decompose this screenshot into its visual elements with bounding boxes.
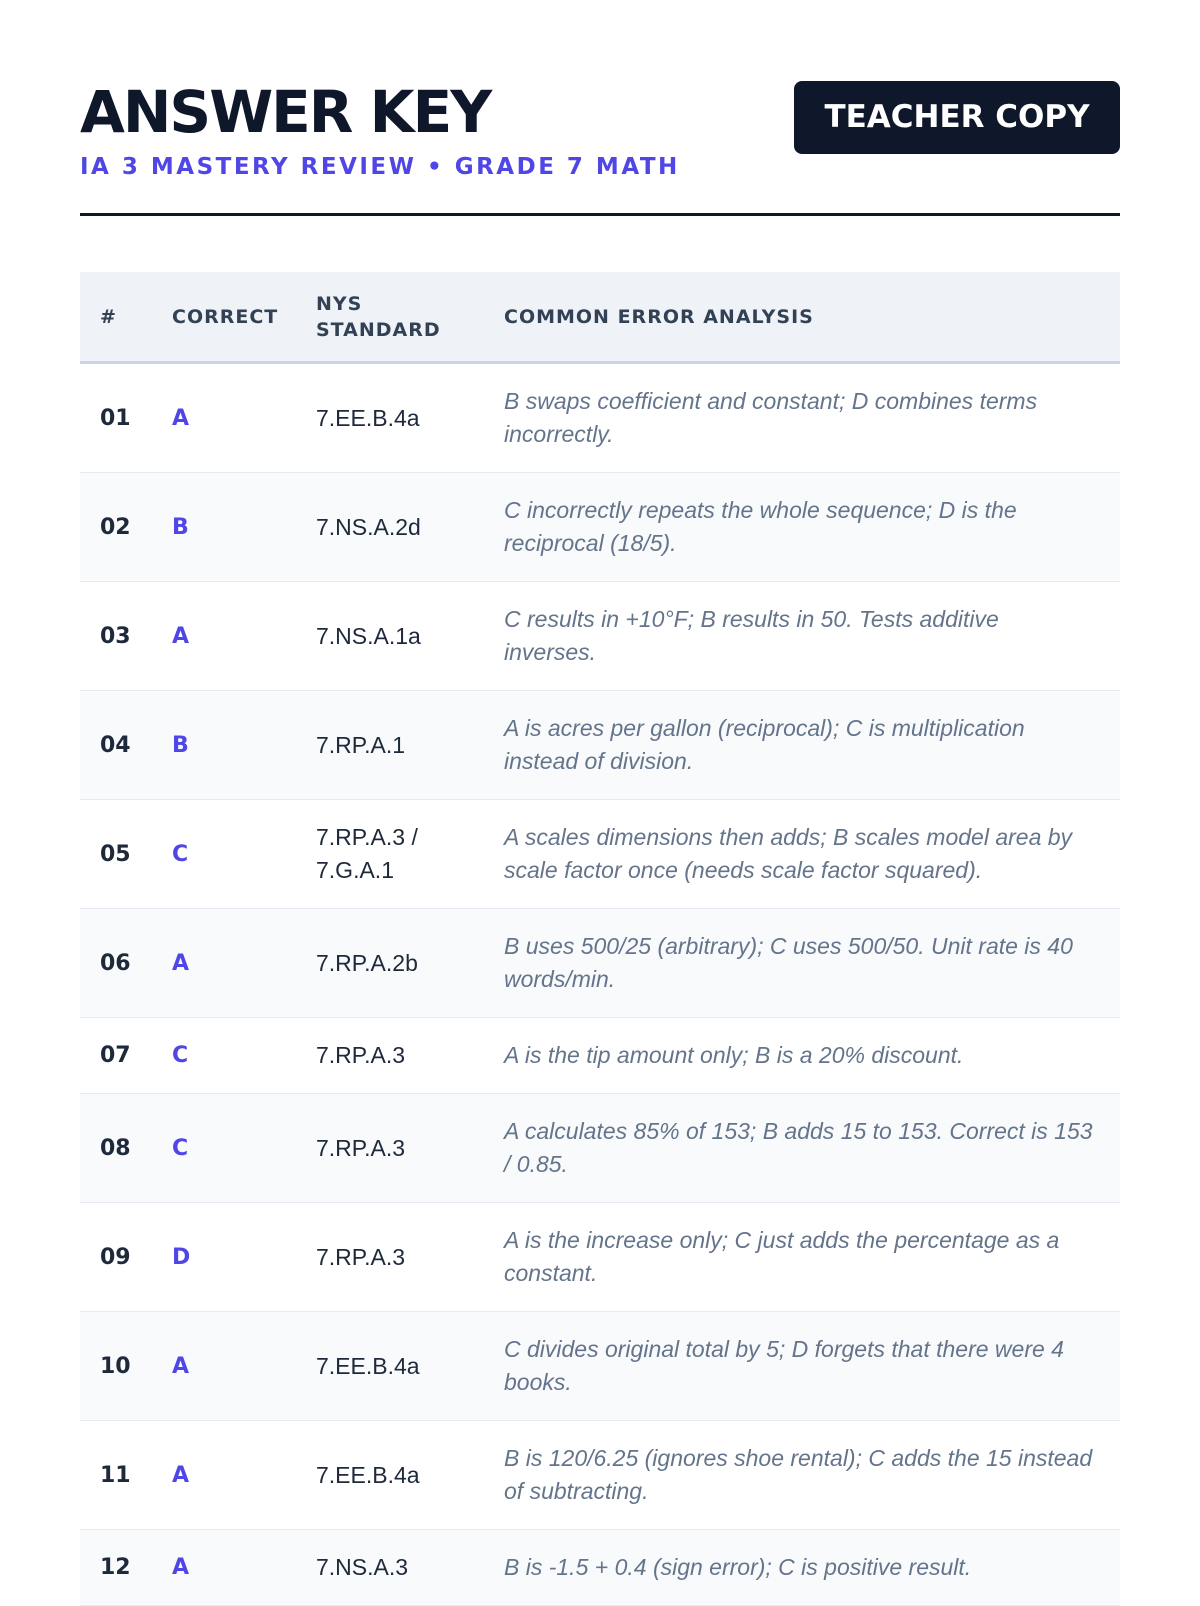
table-row: [80, 582, 1120, 691]
nys-standard: 7.NS.A.1a: [316, 622, 421, 649]
correct-answer: A: [172, 1462, 190, 1488]
question-number: 11: [100, 1462, 131, 1488]
question-number: 02: [100, 514, 131, 540]
nys-standard: 7.EE.B.4a: [316, 1461, 420, 1488]
error-analysis: A calculates 85% of 153; B adds 15 to 153. Correct is 153 / 0.85.: [504, 1118, 1093, 1177]
correct-answer: A: [172, 950, 190, 976]
question-number: 07: [100, 1043, 131, 1068]
error-analysis: A is the tip amount only; B is a 20% discount.: [504, 1042, 964, 1068]
page-header: [80, 78, 1120, 216]
error-analysis: B is -1.5 + 0.4 (sign error); C is positive result.: [504, 1554, 972, 1580]
table-row: [80, 691, 1120, 800]
error-analysis: A is the increase only; C just adds the percentage as a constant.: [504, 1227, 1060, 1286]
correct-answer: A: [172, 1353, 190, 1379]
question-number: 09: [100, 1244, 131, 1270]
nys-standard: 7.NS.A.2d: [316, 513, 421, 540]
column-header-analysis: COMMON ERROR ANALYSIS: [504, 305, 814, 328]
error-analysis: C incorrectly repeats the whole sequence; D is the reciprocal (18/5).: [504, 497, 1017, 556]
error-analysis: B swaps coefficient and constant; D combines terms incorrectly.: [504, 388, 1038, 447]
correct-answer: C: [172, 1135, 189, 1161]
table-header-row: [80, 272, 1120, 364]
question-number: 03: [100, 623, 131, 649]
column-header-standard-line2: STANDARD: [316, 318, 441, 341]
error-analysis: C divides original total by 5; D forgets that there were 4 books.: [504, 1336, 1064, 1395]
nys-standard: 7.EE.B.4a: [316, 1352, 420, 1379]
correct-answer: D: [172, 1244, 191, 1270]
table-row: [80, 909, 1120, 1018]
column-header-standard: [296, 291, 484, 343]
nys-standard: 7.NS.A.3: [316, 1554, 409, 1580]
error-analysis: B is 120/6.25 (ignores shoe rental); C adds the 15 instead of subtracting.: [504, 1445, 1093, 1504]
correct-answer: A: [172, 623, 190, 649]
nys-standard: 7.RP.A.3: [316, 1134, 406, 1161]
correct-answer: A: [172, 405, 190, 431]
table-row: [80, 473, 1120, 582]
table-row: [80, 1530, 1120, 1606]
question-number: 04: [100, 732, 131, 758]
table-row: [80, 800, 1120, 909]
error-analysis: B uses 500/25 (arbitrary); C uses 500/50. Unit rate is 40 words/min.: [504, 933, 1073, 992]
page-title: ANSWER KEY: [80, 78, 491, 146]
answer-key-table: [80, 272, 1120, 1606]
nys-standard: 7.RP.A.3: [316, 1243, 406, 1270]
nys-standard: 7.EE.B.4a: [316, 404, 420, 431]
error-analysis: A is acres per gallon (reciprocal); C is multiplication instead of division.: [504, 715, 1025, 774]
nys-standard: 7.RP.A.2b: [316, 949, 418, 976]
table-row: [80, 1312, 1120, 1421]
correct-answer: C: [172, 1043, 189, 1068]
page-subtitle: IA 3 MASTERY REVIEW • GRADE 7 MATH: [80, 154, 680, 180]
question-number: 10: [100, 1353, 131, 1379]
table-row: [80, 364, 1120, 473]
nys-standard: 7.RP.A.3: [316, 1042, 406, 1068]
nys-standard: 7.RP.A.1: [316, 731, 406, 758]
table-row: [80, 1421, 1120, 1530]
nys-standard: 7.RP.A.3 / 7.G.A.1: [316, 824, 418, 883]
error-analysis: C results in +10°F; B results in 50. Tests additive inverses.: [504, 606, 999, 665]
column-header-number: #: [100, 305, 117, 328]
question-number: 05: [100, 841, 131, 867]
table-row: [80, 1094, 1120, 1203]
correct-answer: B: [172, 514, 189, 540]
table-row: [80, 1203, 1120, 1312]
error-analysis: A scales dimensions then adds; B scales model area by scale factor once (needs scale factor squared).: [504, 824, 1073, 883]
column-header-correct: CORRECT: [172, 305, 279, 328]
question-number: 08: [100, 1135, 131, 1161]
table-row: [80, 1018, 1120, 1094]
question-number: 12: [100, 1555, 131, 1580]
correct-answer: A: [172, 1555, 190, 1580]
correct-answer: B: [172, 732, 189, 758]
column-header-standard-line1: NYS: [316, 292, 363, 315]
teacher-copy-badge: TEACHER COPY: [794, 81, 1120, 154]
question-number: 01: [100, 405, 131, 431]
question-number: 06: [100, 950, 131, 976]
correct-answer: C: [172, 841, 189, 867]
